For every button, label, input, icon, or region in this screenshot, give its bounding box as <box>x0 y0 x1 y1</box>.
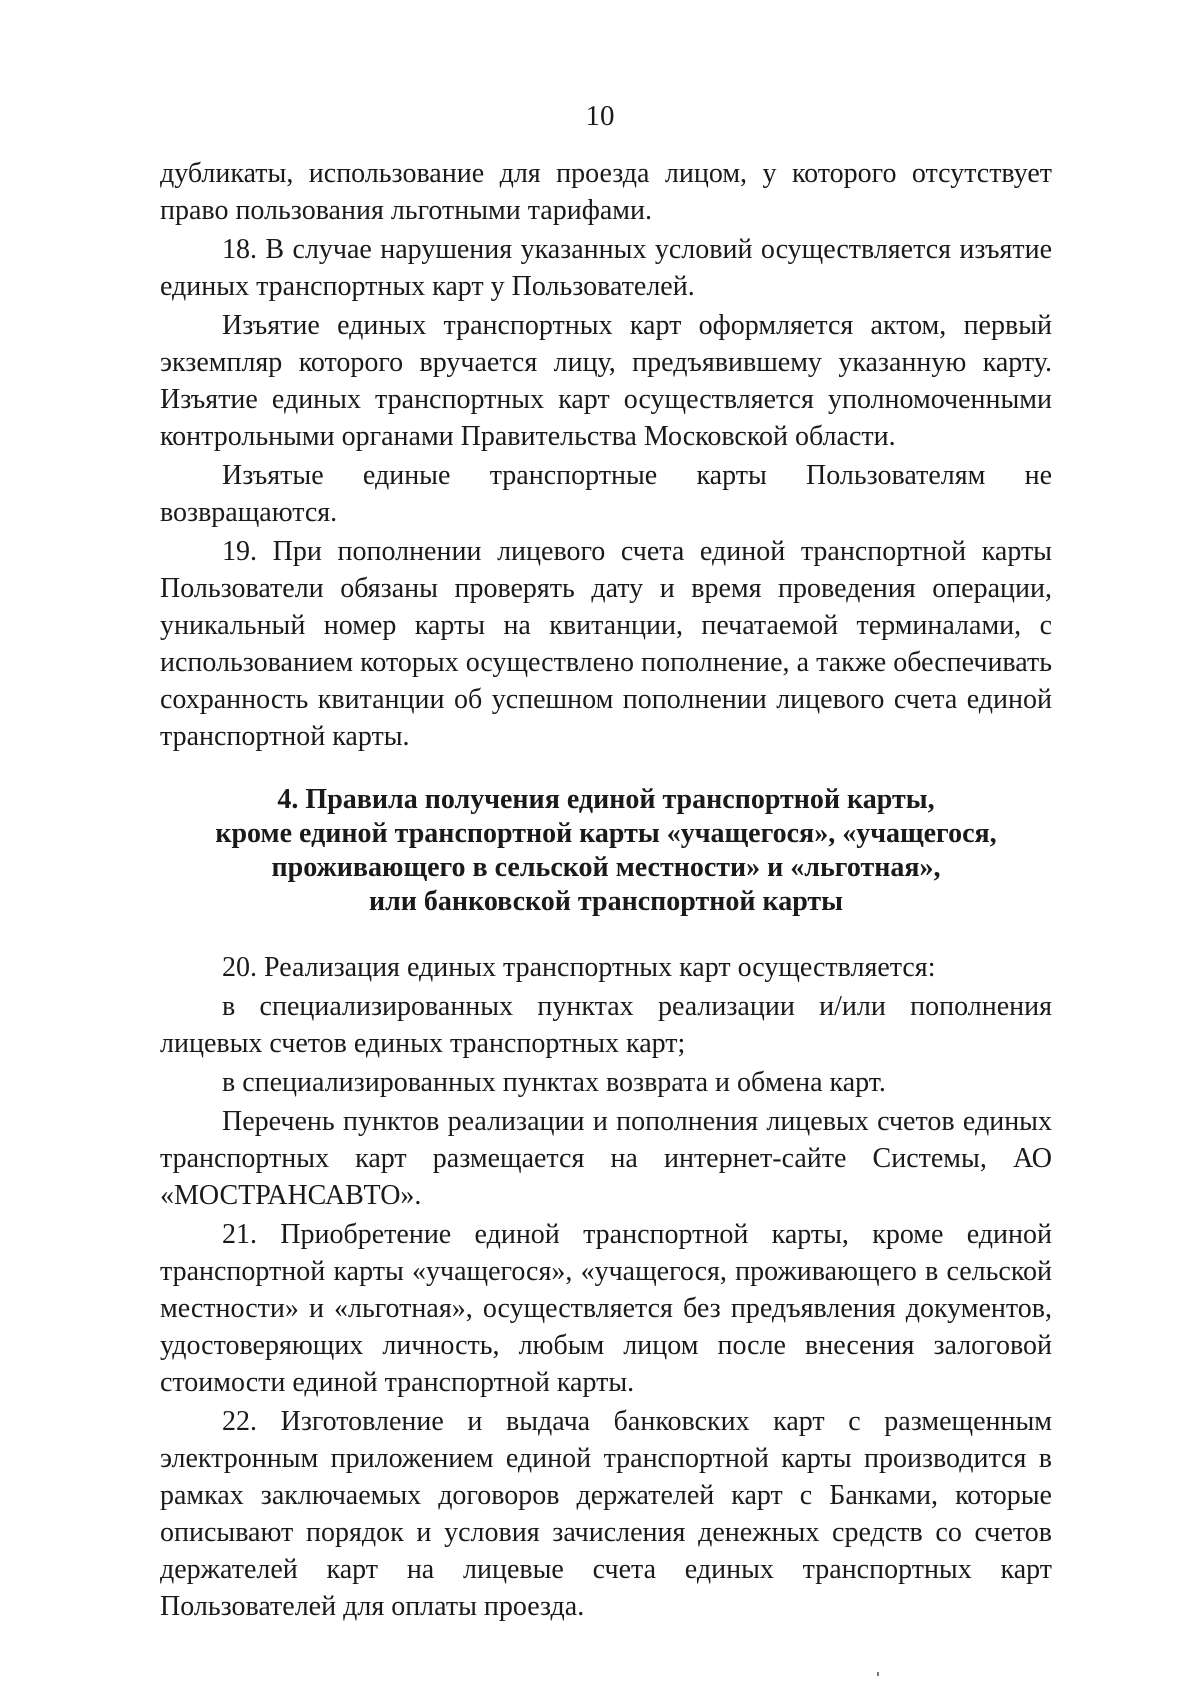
paragraph-continuation: дубликаты, использование для проезда лицом, у которого отсутствует право пользования льготными тарифами. <box>160 158 1052 226</box>
scan-speck <box>877 1672 879 1676</box>
paragraph-19: 19. При пополнении лицевого счета единой транспортной карты Пользователи обязаны проверять дату и время проведения операции, уникальный номер карты на квитанции, печатаемой терминалами, с использованием которых осуществлено пополнение, а также обеспечивать сохранность квитанции об успешном пополнении лицевого счета единой транспортной карты. <box>160 536 1052 752</box>
paragraph-sales-points: в специализированных пунктах реализации и/или пополнения лицевых счетов единых транспортных карт; <box>160 991 1052 1059</box>
paragraph-not-returned: Изъятые единые транспортные карты Пользователям не возвращаются. <box>160 460 1052 528</box>
page-number: 10 <box>585 100 615 132</box>
paragraph-withdrawal-act: Изъятие единых транспортных карт оформляется актом, первый экземпляр которого вручается лицу, предъявившему указанную карту. Изъятие единых транспортных карт осуществляется уполномоченными контрольными органами Правительства Московской области. <box>160 310 1052 452</box>
section-heading-line: кроме единой транспортной карты «учащегося», «учащегося, <box>215 818 997 849</box>
paragraph-points-list: Перечень пунктов реализации и пополнения лицевых счетов единых транспортных карт размещается на интернет-сайте Системы, АО «МОСТРАНСАВТО». <box>160 1106 1052 1211</box>
section-heading-line: 4. Правила получения единой транспортной карты, <box>277 784 935 815</box>
section-heading-line: проживающего в сельской местности» и «льготная», <box>271 852 941 883</box>
paragraph-18: 18. В случае нарушения указанных условий осуществляется изъятие единых транспортных карт у Пользователей. <box>160 234 1052 302</box>
document-body <box>160 155 1052 1627</box>
section-body <box>160 949 1052 1625</box>
paragraph-return-points: в специализированных пунктах возврата и обмена карт. <box>222 1067 886 1098</box>
section-heading-line: или банковской транспортной карты <box>368 886 844 917</box>
paragraph-22: 22. Изготовление и выдача банковских карт с размещенным электронным приложением единой транспортной карты производится в рамках заключаемых договоров держателей карт с Банками, которые описывают порядок и условия зачисления денежных средств со счетов держателей карт на лицевые счета единых транспортных карт Пользователей для оплаты проезда. <box>160 1406 1052 1622</box>
section-heading <box>160 783 1052 919</box>
paragraph-20: 20. Реализация единых транспортных карт осуществляется: <box>222 952 936 983</box>
paragraph-21: 21. Приобретение единой транспортной карты, кроме единой транспортной карты «учащегося», «учащегося, проживающего в сельской местности» и «льготная», осуществляется без предъявления документов, удостоверяющих личность, любым лицом после внесения залоговой стоимости единой транспортной карты. <box>160 1219 1052 1398</box>
